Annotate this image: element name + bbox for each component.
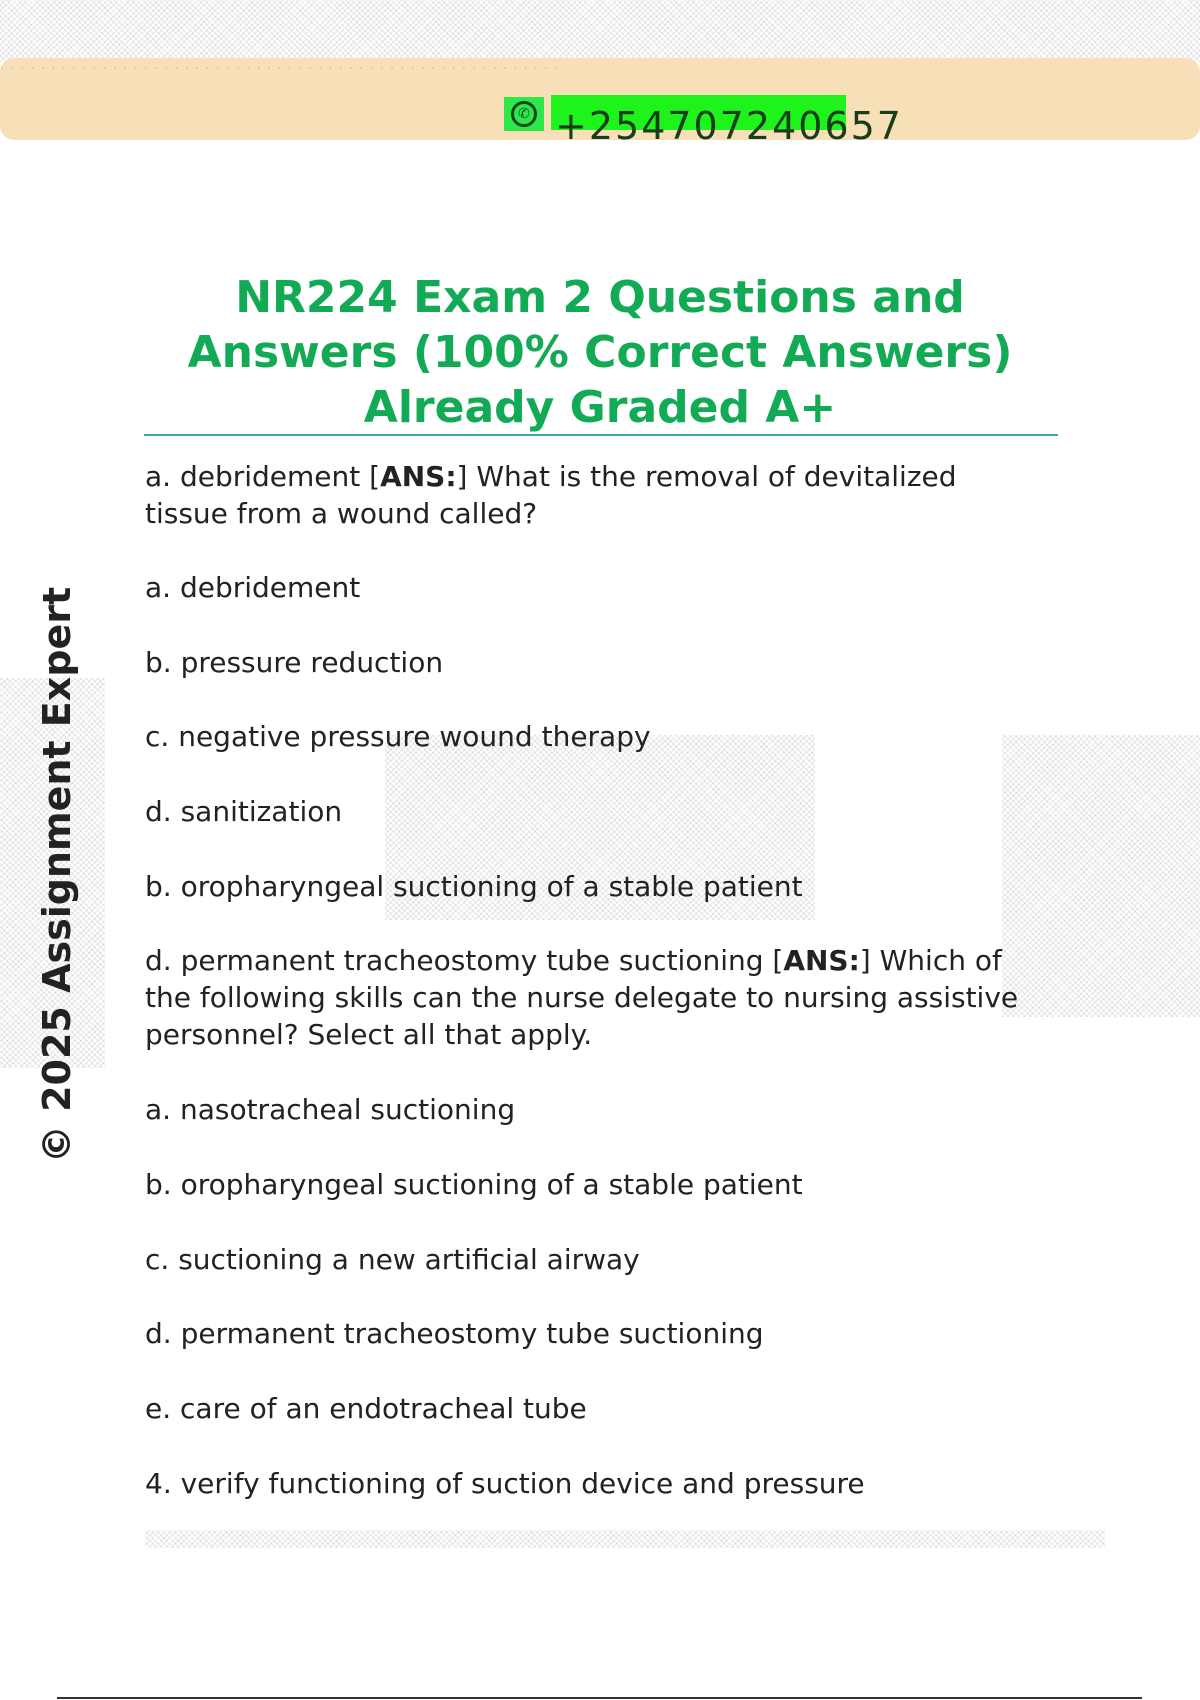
title-divider	[144, 434, 1058, 436]
option-line: e. care of an endotracheal tube	[145, 1392, 587, 1425]
answer-text: d. permanent tracheostomy tube suctioning [	[145, 944, 784, 977]
question-text: ] What is the removal of devitalized tissue from a wound called?	[145, 460, 957, 530]
copyright-watermark: © 2025 Assignment Expert	[35, 586, 79, 1164]
phone-number-box	[551, 95, 903, 148]
answer-line: 4. verify functioning of suction device and pressure	[145, 1467, 865, 1500]
document-title: NR224 Exam 2 Questions and Answers (100% Correct Answers) Already Graded A+	[187, 272, 1013, 433]
option-line: d. sanitization	[145, 795, 343, 828]
option-line: b. pressure reduction	[145, 646, 444, 679]
footer-rule	[57, 1697, 1142, 1699]
option-line: d. permanent tracheostomy tube suctioning	[145, 1317, 764, 1350]
option-line: a. nasotracheal suctioning	[145, 1093, 516, 1126]
footer-hatch-band	[145, 1530, 1105, 1548]
option-line: c. negative pressure wound therapy	[145, 720, 651, 753]
header-hatch-pattern	[0, 0, 1200, 62]
banner-faint-strip: · · · · · · · · · · · · · · · · · · · · · · · · · · · · · · · · · · · · · · · · · · · · · · · · · · · · · · ·	[0, 62, 560, 77]
phone-number: +254707240657	[555, 104, 903, 148]
option-line: c. suctioning a new artificial airway	[145, 1243, 640, 1276]
whatsapp-icon: ✆	[504, 97, 544, 131]
question-line	[145, 942, 1045, 1053]
question-text: ] Which of the following skills can the nurse delegate to nursing assistive personnel? Select all that apply.	[145, 944, 1019, 1051]
question-line	[145, 458, 1045, 532]
ans-tag: ANS:	[380, 460, 457, 493]
option-line: b. oropharyngeal suctioning of a stable patient	[145, 1168, 803, 1201]
answer-line: b. oropharyngeal suctioning of a stable patient	[145, 870, 803, 903]
option-line: a. debridement	[145, 571, 361, 604]
ans-tag: ANS:	[783, 944, 860, 977]
answer-text: a. debridement [	[145, 460, 381, 493]
